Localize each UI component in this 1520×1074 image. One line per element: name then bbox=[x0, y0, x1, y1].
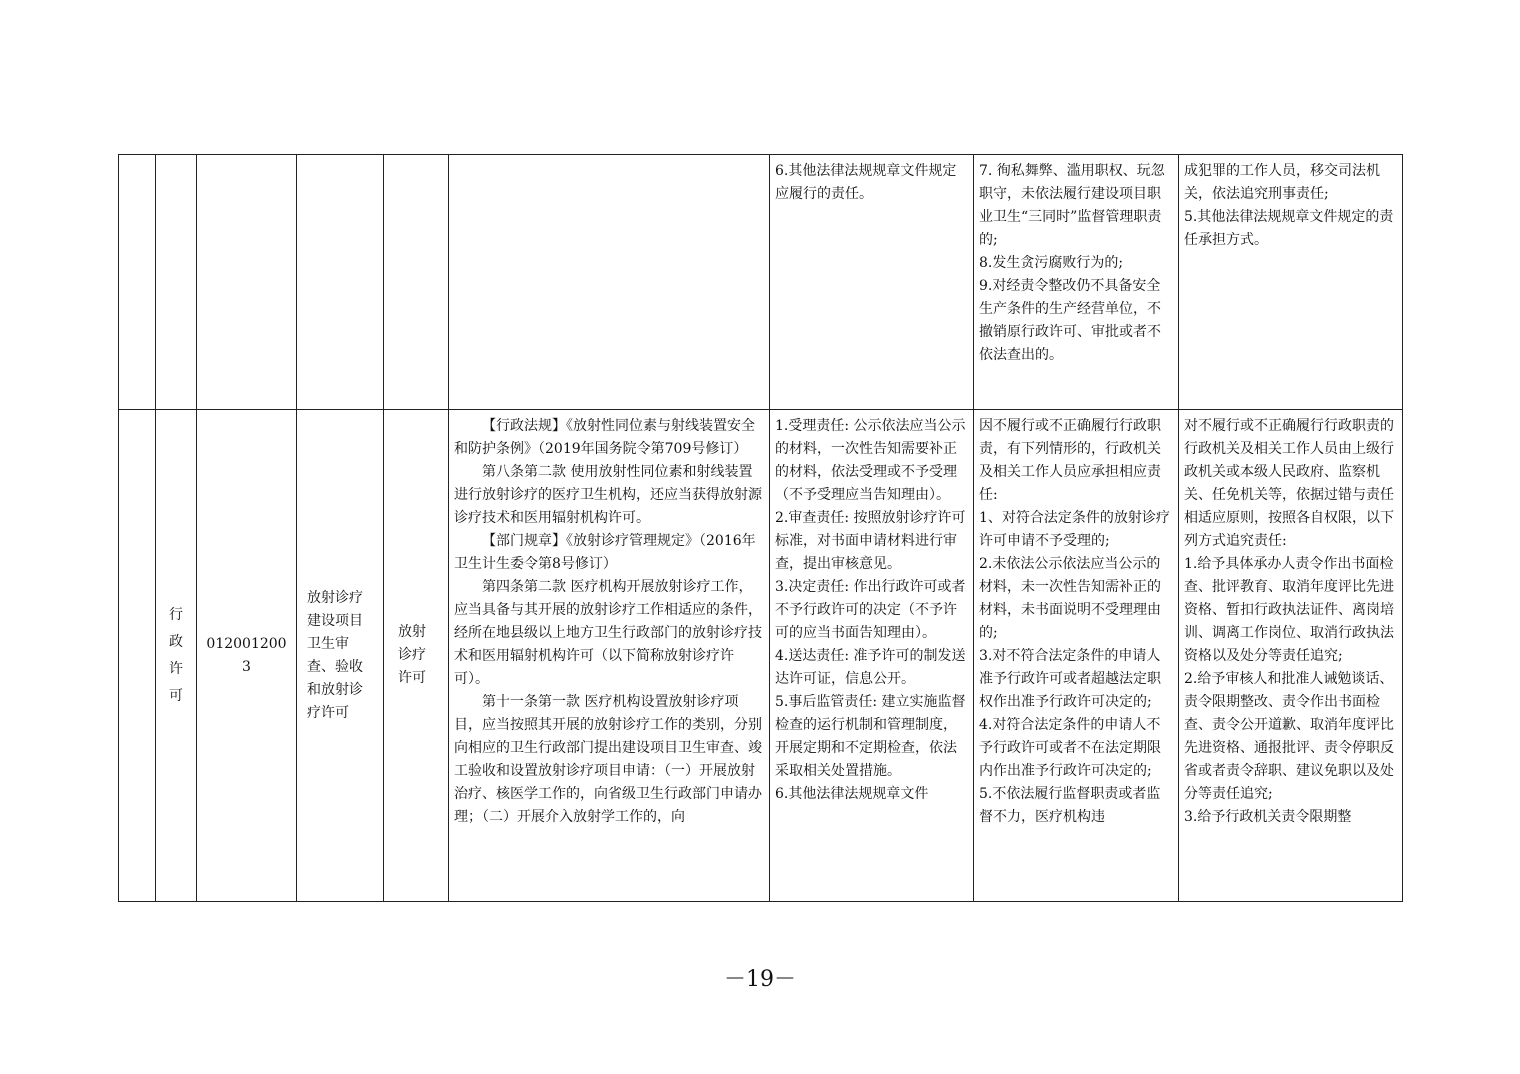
duties-cell bbox=[770, 155, 974, 410]
accountability-item: 3.对不符合法定条件的申请人准予行政许可或者超越法定职权作出准予行政许可决定的; bbox=[979, 648, 1161, 710]
item-name: 放射诊疗建设项目卫生审查、验收和放射诊疗许可 bbox=[307, 589, 363, 721]
method-item: 1.给予具体承办人责令作出书面检查、批评教育、取消年度评比先进资格、暂扣行政执法证件、离岗培训、调离工作岗位、取消行政执法资格以及处分等责任追究; bbox=[1184, 556, 1394, 664]
category-char: 许 bbox=[169, 660, 183, 677]
page-number: －19－ bbox=[724, 967, 796, 992]
accountability-item: 1、对符合法定条件的放射诊疗许可申请不予受理的; bbox=[979, 510, 1170, 549]
method-item: 2.给予审核人和批准人诫勉谈话、责令限期整改、责令作出书面检查、责令公开道歉、取消年度评比先进资格、通报批评、责令停职反省或者责令辞职、建议免职以及处分等责任追究; bbox=[1184, 671, 1394, 802]
duty-item: 6.其他法律法规规章文件规定应履行的责任。 bbox=[775, 163, 957, 202]
category-char: 政 bbox=[169, 633, 183, 650]
category-char: 行 bbox=[169, 606, 183, 623]
duty-item: 6.其他法律法规规章文件 bbox=[775, 786, 929, 802]
method-item: 对不履行或不正确履行行政职责的行政机关及相关工作人员由上级行政机关或本级人民政府、监察机关、任免机关等，依据过错与责任相适应原则，按照各自权限，以下列方式追究责任: bbox=[1184, 418, 1394, 549]
duty-item: 1.受理责任: 公示依法应当公示的材料，一次性告知需要补正的材料，依法受理或不予受理（不予受理应当告知理由）。 bbox=[775, 418, 966, 503]
category-char: 可 bbox=[169, 687, 183, 704]
item-name-cell bbox=[297, 410, 384, 902]
code-cell: 0120012003 bbox=[197, 410, 297, 902]
accountability-item: 9.对经责令整改仍不具备安全生产条件的生产经营单位，不撤销原行政许可、审批或者不依法查出的。 bbox=[979, 278, 1161, 363]
seq-cell bbox=[119, 155, 156, 410]
accountability-item: 5.不依法履行监督职责或者监督不力，医疗机构违 bbox=[979, 786, 1161, 825]
basis-paragraph: 【行政法规】《放射性同位素与射线装置安全和防护条例》（2019年国务院令第709号修订） bbox=[454, 418, 755, 457]
duty-item: 2.审查责任: 按照放射诊疗许可标准，对书面申请材料进行审查，提出审核意见。 bbox=[775, 510, 966, 572]
basis-paragraph: 第八条第二款 使用放射性同位素和射线装置进行放射诊疗的医疗卫生机构，还应当获得放射源诊疗技术和医用辐射机构许可。 bbox=[454, 464, 762, 526]
basis-paragraph: 第四条第二款 医疗机构开展放射诊疗工作，应当具备与其开展的放射诊疗工作相适应的条件，经所在地县级以上地方卫生行政部门的放射诊疗技术和医用辐射机构许可（以下简称放射诊疗许可）。 bbox=[454, 579, 762, 687]
responsibility-table bbox=[118, 154, 1403, 902]
item-name-cell bbox=[297, 155, 384, 410]
method-item: 3.给予行政机关责令限期整 bbox=[1184, 809, 1352, 825]
method-item: 成犯罪的工作人员，移交司法机关，依法追究刑事责任; bbox=[1184, 163, 1380, 202]
accountability-item: 7. 徇私舞弊、滥用职权、玩忽职守，未依法履行建设项目职业卫生“三同时”监督管理职责的; bbox=[979, 163, 1165, 248]
accountability-item: 8.发生贪污腐败行为的; bbox=[979, 255, 1124, 271]
method-item: 5.其他法律法规规章文件规定的责任承担方式。 bbox=[1184, 209, 1394, 248]
basis-paragraph: 第十一条第一款 医疗机构设置放射诊疗项目，应当按照其开展的放射诊疗工作的类别，分别向相应的卫生行政部门提出建设项目卫生审查、竣工验收和设置放射诊疗项目申请：（一）开展放射治疗、核医学工作的，向省级卫生行政部门申请办理；（二）开展介入放射学工作的，向 bbox=[454, 694, 762, 825]
duty-item: 5.事后监管责任: 建立实施监督检查的运行机制和管理制度，开展定期和不定期检查，依法采取相关处置措施。 bbox=[775, 694, 966, 779]
table-row bbox=[119, 155, 1403, 410]
basis-cell bbox=[449, 410, 770, 902]
category-cell bbox=[156, 410, 197, 902]
code-cell bbox=[197, 155, 297, 410]
duty-item: 3.决定责任: 作出行政许可或者不予行政许可的决定（不予许可的应当书面告知理由）。 bbox=[775, 579, 966, 641]
sub-item-name: 放射诊疗许可 bbox=[398, 624, 426, 686]
accountability-item: 2.未依法公示依法应当公示的材料，未一次性告知需补正的材料，未书面说明不受理理由的; bbox=[979, 556, 1161, 641]
seq-cell bbox=[119, 410, 156, 902]
accountability-item: 因不履行或不正确履行行政职责，有下列情形的，行政机关及相关工作人员应承担相应责任: bbox=[979, 418, 1161, 503]
method-cell bbox=[1179, 410, 1403, 902]
duty-item: 4.送达责任: 准予许可的制发送达许可证，信息公开。 bbox=[775, 648, 966, 687]
category-cell bbox=[156, 155, 197, 410]
accountability-item: 4.对符合法定条件的申请人不予行政许可或者不在法定期限内作出准予行政许可决定的; bbox=[979, 717, 1161, 779]
basis-cell bbox=[449, 155, 770, 410]
accountability-cell bbox=[974, 410, 1179, 902]
basis-paragraph: 【部门规章】《放射诊疗管理规定》（2016年卫生计生委令第8号修订） bbox=[454, 533, 756, 572]
sub-item-cell bbox=[384, 155, 449, 410]
table-row bbox=[119, 410, 1403, 902]
accountability-cell bbox=[974, 155, 1179, 410]
sub-item-cell bbox=[384, 410, 449, 902]
method-cell bbox=[1179, 155, 1403, 410]
duties-cell bbox=[770, 410, 974, 902]
